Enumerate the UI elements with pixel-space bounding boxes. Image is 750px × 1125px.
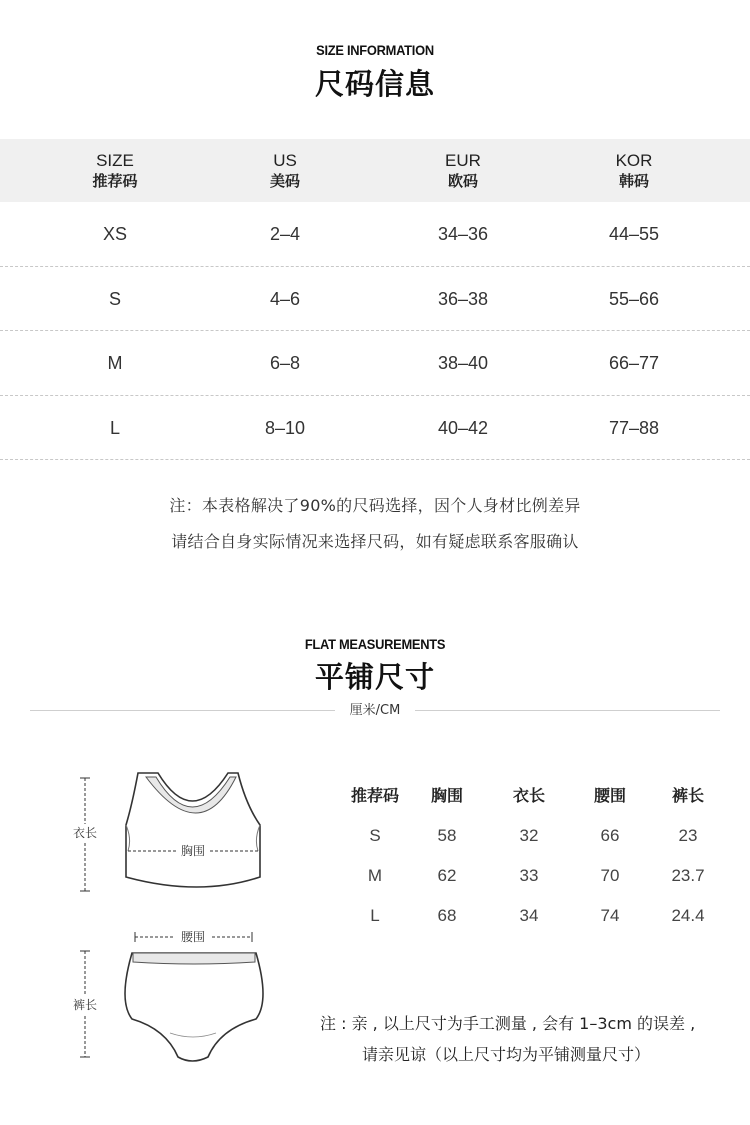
waist-label: 腰围 bbox=[180, 930, 206, 944]
cell-size: M bbox=[367, 866, 383, 885]
briefs-illustration bbox=[125, 953, 263, 1061]
header-us-en: US bbox=[273, 151, 297, 170]
table-row bbox=[0, 396, 750, 461]
header-waist: 腰围 bbox=[593, 786, 626, 805]
size-table bbox=[0, 139, 750, 460]
flat-title-cn: 平铺尺寸 bbox=[314, 660, 435, 694]
size-info-title-en: SIZE INFORMATION bbox=[316, 42, 434, 58]
header-us bbox=[215, 151, 355, 191]
header-us-cn: 美码 bbox=[269, 172, 300, 190]
size-note-line-1: 注：本表格解决了90%的尺码选择，因个人身材比例差异 bbox=[169, 496, 581, 515]
cell-pants-length: 23 bbox=[678, 826, 698, 845]
table-row bbox=[335, 823, 720, 863]
cell-chest: 68 bbox=[437, 906, 457, 925]
flat-measurement-table bbox=[335, 783, 720, 943]
header-pants-length: 裤长 bbox=[671, 786, 704, 805]
unit-label: 厘米/CM bbox=[335, 702, 415, 719]
header-size-cn: 推荐码 bbox=[92, 172, 138, 190]
cell-us: 4–6 bbox=[269, 288, 301, 309]
cell-waist: 74 bbox=[600, 906, 620, 925]
header-eur bbox=[393, 151, 533, 191]
garment-diagram bbox=[60, 765, 290, 1075]
cell-size: L bbox=[109, 417, 120, 438]
cell-size: L bbox=[370, 906, 380, 925]
pants-length-label: 裤长 bbox=[72, 998, 98, 1012]
cell-eur: 38–40 bbox=[437, 353, 489, 373]
table-row bbox=[335, 903, 720, 943]
header-eur-en: EUR bbox=[445, 151, 481, 170]
header-eur-cn: 欧码 bbox=[447, 172, 478, 190]
cell-top-length: 34 bbox=[519, 906, 539, 925]
cell-size: S bbox=[369, 826, 381, 845]
header-size-en: SIZE bbox=[96, 151, 134, 170]
size-info-title-cn: 尺码信息 bbox=[314, 67, 435, 101]
table-row bbox=[0, 267, 750, 332]
size-table-header bbox=[0, 139, 750, 202]
cell-size: XS bbox=[102, 224, 127, 244]
table-row bbox=[0, 331, 750, 396]
cell-kor: 66–77 bbox=[608, 353, 660, 373]
flat-note-line-2: 请亲见谅（以上尺寸均为平铺测量尺寸） bbox=[362, 1045, 651, 1064]
cell-top-length: 32 bbox=[519, 826, 539, 845]
cell-size: S bbox=[108, 288, 121, 309]
cell-chest: 62 bbox=[437, 866, 457, 885]
header-top-length: 衣长 bbox=[512, 786, 545, 805]
bra-top-illustration bbox=[126, 773, 260, 887]
header-size bbox=[45, 151, 185, 191]
top-length-label: 衣长 bbox=[72, 826, 98, 840]
header-kor-cn: 韩码 bbox=[618, 172, 649, 190]
table-row bbox=[335, 863, 720, 903]
flat-note-line-1: 注 : 亲 , 以上尺寸为手工测量 , 会有 1–3cm 的误差 , bbox=[320, 1014, 696, 1033]
cell-us: 2–4 bbox=[269, 224, 301, 244]
cell-kor: 77–88 bbox=[608, 417, 660, 438]
cell-us: 8–10 bbox=[264, 417, 306, 438]
size-note-line-2: 请结合自身实际情况来选择尺码，如有疑虑联系客服确认 bbox=[171, 532, 579, 551]
cell-waist: 66 bbox=[600, 826, 620, 845]
header-kor bbox=[564, 151, 704, 191]
cell-pants-length: 23.7 bbox=[671, 866, 705, 885]
cell-us: 6–8 bbox=[269, 353, 301, 373]
cell-waist: 70 bbox=[600, 866, 620, 885]
cell-eur: 36–38 bbox=[437, 288, 489, 309]
header-recommended-size: 推荐码 bbox=[350, 786, 399, 805]
cell-eur: 40–42 bbox=[437, 417, 489, 438]
cell-kor: 55–66 bbox=[608, 288, 660, 309]
header-kor-en: KOR bbox=[615, 151, 653, 170]
flat-table-header bbox=[335, 783, 720, 823]
flat-title-en: FLAT MEASUREMENTS bbox=[304, 636, 446, 652]
cell-eur: 34–36 bbox=[437, 224, 489, 244]
table-row bbox=[0, 202, 750, 267]
cell-kor: 44–55 bbox=[608, 224, 660, 244]
cell-pants-length: 24.4 bbox=[671, 906, 705, 925]
chest-label: 胸围 bbox=[180, 844, 206, 858]
cell-chest: 58 bbox=[437, 826, 457, 845]
header-chest: 胸围 bbox=[430, 786, 463, 805]
cell-top-length: 33 bbox=[519, 866, 539, 885]
cell-size: M bbox=[107, 353, 123, 373]
